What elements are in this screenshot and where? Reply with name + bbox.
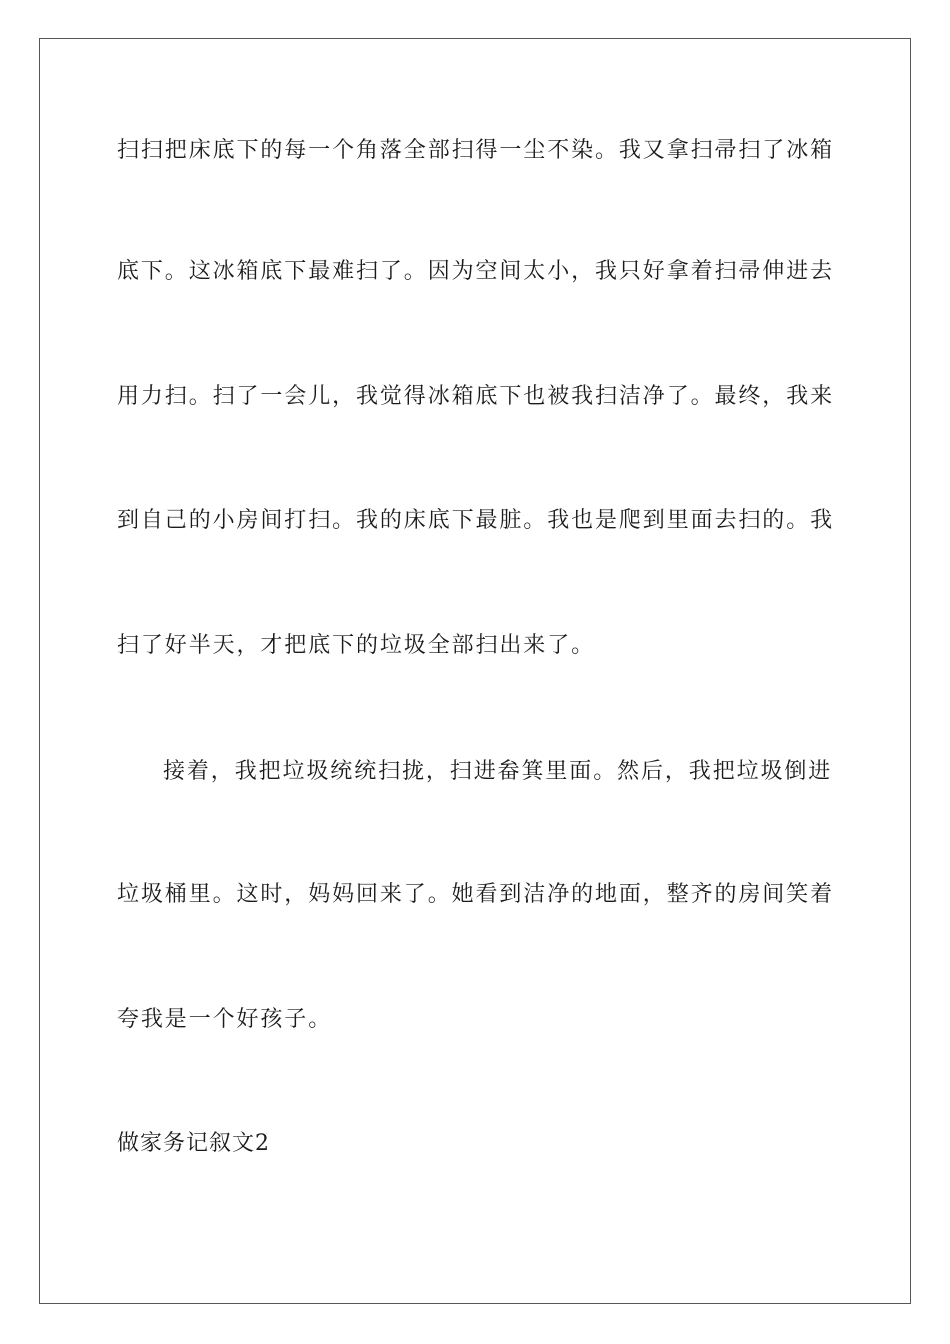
text-line-3: 用力扫。扫了一会儿，我觉得冰箱底下也被我扫洁净了。最终，我来	[117, 384, 835, 409]
text-line-6-paragraph-start: 接着，我把垃圾统统扫拢，扫进畚箕里面。然后，我把垃圾倒进	[163, 759, 833, 784]
text-line-7: 垃圾桶里。这时，妈妈回来了。她看到洁净的地面，整齐的房间笑着	[117, 882, 835, 907]
text-line-4: 到自己的小房间打扫。我的床底下最脏。我也是爬到里面去扫的。我	[117, 508, 835, 533]
next-essay-title: 做家务记叙文2	[117, 1131, 270, 1156]
text-line-8: 夸我是一个好孩子。	[117, 1007, 333, 1032]
text-line-5: 扫了好半天，才把底下的垃圾全部扫出来了。	[117, 633, 596, 658]
text-line-2: 底下。这冰箱底下最难扫了。因为空间太小，我只好拿着扫帚伸进去	[117, 259, 835, 284]
page-border	[39, 38, 911, 1304]
text-line-1: 扫扫把床底下的每一个角落全部扫得一尘不染。我又拿扫帚扫了冰箱	[117, 138, 835, 163]
